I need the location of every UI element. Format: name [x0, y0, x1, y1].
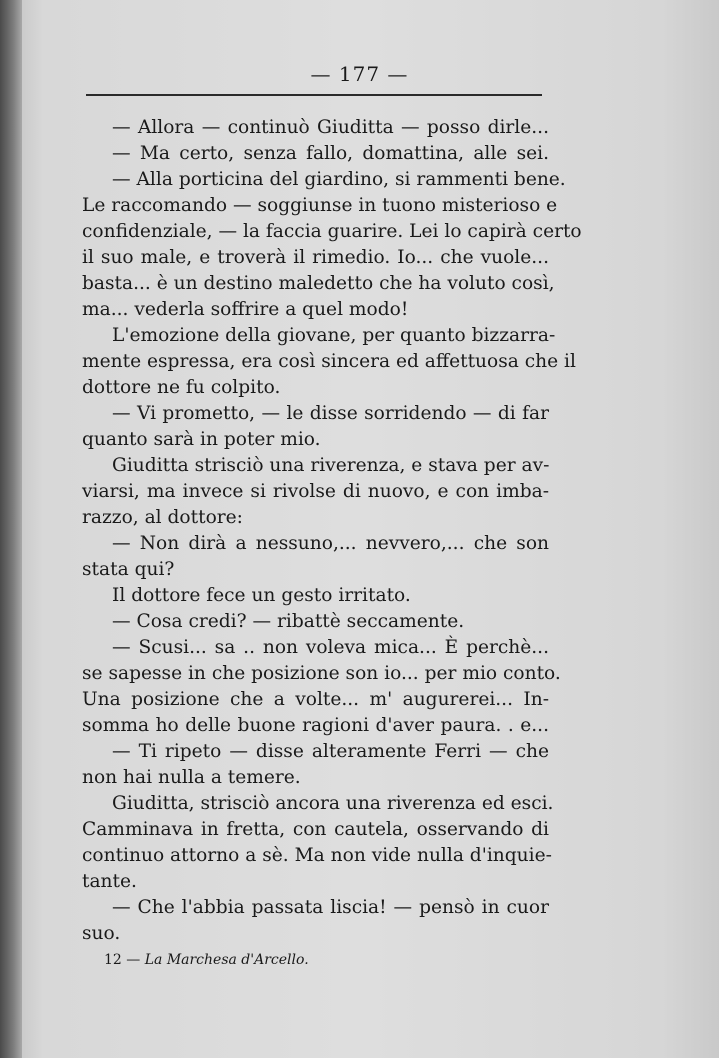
- text-line: stata qui?: [82, 559, 175, 580]
- text-line: somma ho delle buone ragioni d'aver paura. . e...: [82, 715, 549, 736]
- text-line: non hai nulla a temere.: [82, 767, 301, 788]
- header-rule: [86, 94, 542, 96]
- text-line: razzo, al dottore:: [82, 507, 243, 528]
- book-spine-shadow: [0, 0, 22, 1058]
- text-line: Il dottore fece un gesto irritato.: [112, 585, 411, 606]
- text-line: — Cosa credi? — ribattè seccamente.: [112, 611, 465, 632]
- text-line: Camminava in fretta, con cautela, osservando di: [82, 819, 549, 840]
- text-line: — Che l'abbia passata liscia! — pensò in cuor: [112, 897, 549, 918]
- text-line: confidenziale, — la faccia guarire. Lei lo capirà certo: [82, 221, 582, 242]
- text-line: viarsi, ma invece si rivolse di nuovo, e con imba-: [82, 481, 549, 502]
- text-line: quanto sarà in poter mio.: [82, 429, 321, 450]
- text-line: basta... è un destino maledetto che ha voluto così,: [82, 273, 555, 294]
- text-line: tante.: [82, 871, 137, 892]
- text-line: — Vi prometto, — le disse sorridendo — di far: [112, 403, 549, 424]
- text-line: L'emozione della giovane, per quanto bizzarra-: [112, 325, 556, 346]
- text-line: se sapesse in che posizione son io... per mio conto.: [82, 663, 561, 684]
- text-line: dottore ne fu colpito.: [82, 377, 281, 398]
- text-line: suo.: [82, 923, 121, 944]
- text-line: ma... vederla soffrire a quel modo!: [82, 299, 409, 320]
- text-line: continuo attorno a sè. Ma non vide nulla d'inquie-: [82, 845, 552, 866]
- text-line: Giuditta, strisciò ancora una riverenza ed esci.: [112, 793, 554, 814]
- signature-title: La Marchesa d'Arcello.: [144, 952, 309, 968]
- text-line: mente espressa, era così sincera ed affettuosa che il: [82, 351, 576, 372]
- text-line: Una posizione che a volte... m' augurerei... In-: [82, 689, 549, 710]
- text-line: — Alla porticina del giardino, si rammenti bene.: [112, 169, 566, 190]
- signature-number: 12 —: [104, 952, 141, 968]
- signature-footer: [104, 952, 309, 968]
- text-line: — Ma certo, senza fallo, domattina, alle sei.: [112, 143, 549, 164]
- text-line: Le raccomando — soggiunse in tuono misterioso e: [82, 195, 558, 216]
- text-line: — Non dirà a nessuno,... nevvero,... che son: [112, 533, 549, 554]
- text-line: — Allora — continuò Giuditta — posso dirle...: [112, 117, 549, 138]
- text-line: — Scusi... sa .. non voleva mica... È perchè...: [112, 637, 549, 658]
- text-line: Giuditta strisciò una riverenza, e stava per av-: [112, 455, 550, 476]
- text-line: il suo male, e troverà il rimedio. Io... che vuole...: [82, 247, 549, 268]
- text-line: — Ti ripeto — disse alteramente Ferri — che: [112, 741, 549, 762]
- page-number: — 177 —: [310, 62, 409, 86]
